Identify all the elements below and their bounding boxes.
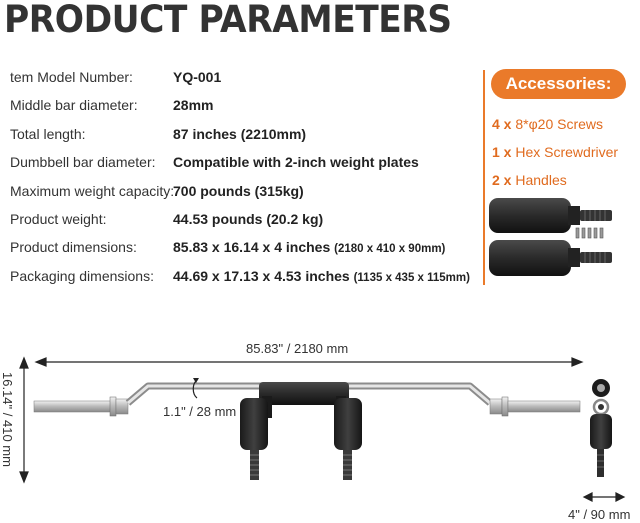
bar-side-view <box>590 379 612 477</box>
spec-value: 44.53 pounds (20.2 kg) <box>173 210 324 227</box>
height-label: 16.14" / 410 mm <box>0 372 15 467</box>
spec-value: 87 inches (2210mm) <box>173 125 307 142</box>
spec-value-main: 44.69 x 17.13 x 4.53 inches <box>173 267 350 284</box>
spec-label: Dumbbell bar diameter: <box>10 154 156 171</box>
accessory-name: Hex Screwdriver <box>515 144 619 160</box>
spec-value-metric: (1135 x 435 x 115mm) <box>353 271 470 284</box>
spec-label: tem Model Number: <box>10 69 133 85</box>
handle-image <box>489 198 612 233</box>
accessory-qty: 2 x <box>492 172 512 188</box>
height-dimension-line <box>20 358 28 482</box>
spec-label: Packaging dimensions: <box>10 267 154 284</box>
length-dimension-line <box>36 358 582 366</box>
spec-value: 28mm <box>173 97 214 114</box>
length-label: 85.83" / 2180 mm <box>246 341 349 356</box>
accessory-qty: 1 x <box>492 144 512 160</box>
spec-label: Product dimensions: <box>10 239 137 256</box>
page-title: PRODUCT PARAMETERS <box>4 0 452 41</box>
bar-diameter-label: 1.1" / 28 mm <box>163 404 237 419</box>
spec-value: 700 pounds (315kg) <box>173 182 304 199</box>
spec-label: Middle bar diameter: <box>10 97 138 114</box>
accessory-qty: 4 x <box>492 116 512 132</box>
accessories-title: Accessories: <box>491 69 626 99</box>
spec-label: Total length: <box>10 125 86 142</box>
screws-image <box>576 228 603 238</box>
safety-squat-bar <box>34 378 580 480</box>
depth-dimension-line <box>584 493 624 501</box>
spec-label: Maximum weight capacity: <box>10 182 175 199</box>
accessory-name: Handles <box>515 172 567 188</box>
spec-label: Product weight: <box>10 210 107 227</box>
depth-label: 4" / 90 mm <box>568 507 631 522</box>
handle-image <box>489 240 612 276</box>
accessory-name: 8*φ20 Screws <box>515 116 604 132</box>
spec-value-metric: (2180 x 410 x 90mm) <box>334 243 446 256</box>
spec-value: YQ-001 <box>173 69 222 85</box>
spec-value: Compatible with 2-inch weight plates <box>173 154 419 171</box>
spec-value-main: 85.83 x 16.14 x 4 inches <box>173 239 331 256</box>
